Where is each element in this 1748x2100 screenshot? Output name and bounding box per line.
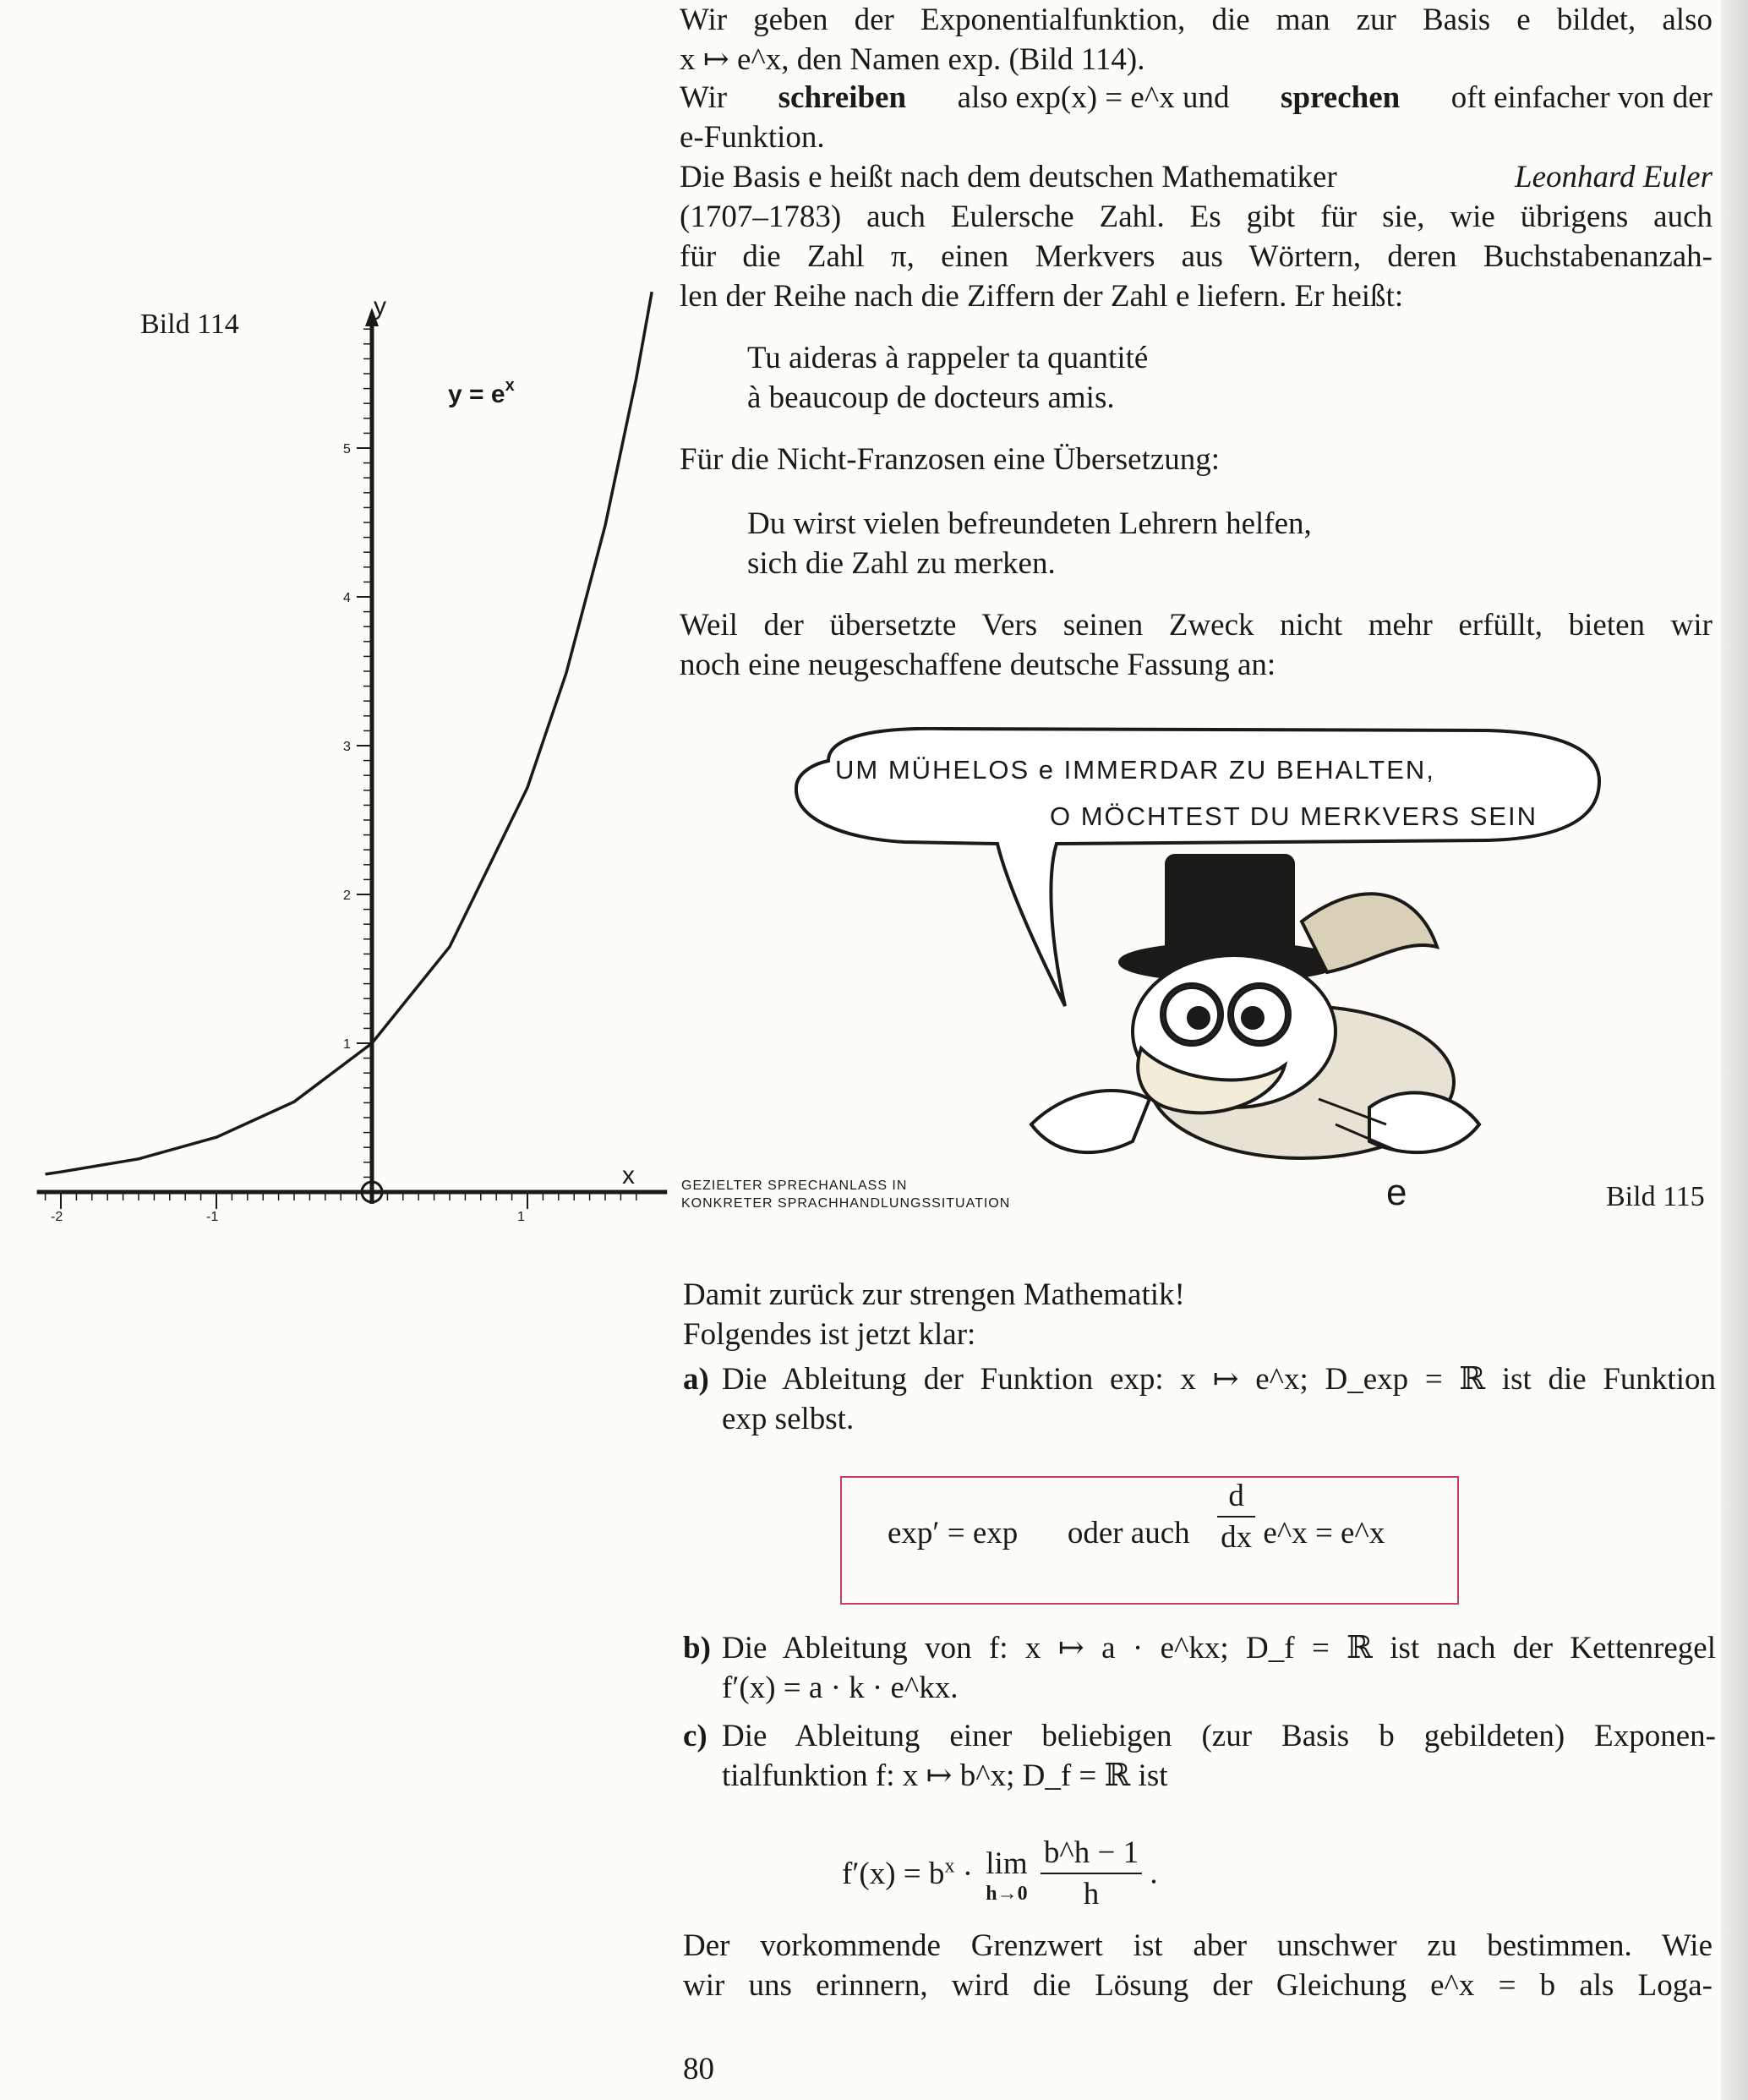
new-version-line2: noch eine neugeschaffene deutsche Fassung an:: [680, 648, 1276, 682]
figure-114-caption: Bild 114: [140, 309, 239, 340]
box-formula-right: e^x = e^x: [1263, 1516, 1385, 1550]
intro-p3-line2: (1707–1783) auch Eulersche Zahl. Es gibt für sie, wie übrigens auch: [680, 200, 1712, 234]
item-a: [683, 1359, 1716, 1439]
intro-p3-line1: Die Basis e heißt nach dem deutschen Mathematiker Leonhard Euler: [680, 160, 1712, 194]
item-b-line1: Die Ableitung von f: x ↦ a · e^kx; D_f = ℝ ist nach der Kettenregel: [722, 1631, 1716, 1665]
intro-p2-line1: Wir schreiben also exp(x) = e^x und sprechen oft einfacher von der: [680, 80, 1712, 115]
limit-fraction: [1041, 1833, 1142, 1914]
page-number: 80: [683, 2052, 714, 2086]
curve-label: $y = e^x$: [448, 376, 515, 408]
intro-p3-line3: für die Zahl π, einen Merkvers aus Wörtern, deren Buchstabenanzah-: [680, 239, 1712, 274]
closing-paragraph: [683, 1926, 1712, 2005]
exp-chart: [34, 287, 676, 1234]
math-intro-line1: Damit zurück zur strengen Mathematik!: [683, 1277, 1185, 1312]
cartoon-small-caption-line2: KONKRETER SPRACHHANDLUNGSSITUATION: [681, 1196, 1011, 1211]
box-formula: [888, 1478, 1385, 1557]
chart-axes: [37, 308, 668, 1204]
verse-de-line2: sich die Zahl zu merken.: [747, 546, 1056, 581]
y-tick-label: 5: [343, 442, 351, 457]
derivative-formula-box: [840, 1476, 1459, 1605]
axis-y-label: y: [374, 293, 386, 320]
y-tick-label: 3: [343, 740, 351, 754]
x-tick-label: -1: [206, 1210, 219, 1224]
closing-line2: wir uns erinnern, wird die Lösung der Gleichung e^x = b als Loga-: [683, 1968, 1712, 2003]
intro-paragraph-3: [680, 157, 1712, 316]
y-tick-label: 4: [343, 591, 351, 605]
limit-denominator: h: [1083, 1877, 1100, 1911]
speech-bubble-line1: UM MÜHELOS e IMMERDAR ZU BEHALTEN,: [835, 755, 1435, 785]
intro-p1-line2: x ↦ e^x, den Namen exp. (Bild 114).: [680, 42, 1145, 77]
item-b-label: b): [683, 1631, 711, 1665]
verse-fr-line2: à beaucoup de docteurs amis.: [747, 380, 1115, 415]
box-fraction-numerator: d: [1217, 1476, 1255, 1518]
box-fraction-denominator: dx: [1221, 1519, 1253, 1555]
new-version-line1: Weil der übersetzte Vers seinen Zweck nicht mehr erfüllt, bieten wir: [680, 608, 1712, 643]
intro-paragraph-1: [680, 0, 1712, 79]
item-c: [683, 1716, 1716, 1796]
cartoon-e-label: e: [1386, 1172, 1407, 1213]
closing-line1: Der vorkommende Grenzwert ist aber unschwer zu bestimmen. Wie: [683, 1928, 1712, 1963]
speech-bubble-line2: O MÖCHTEST DU MERKVERS SEIN: [1050, 801, 1538, 831]
cartoon-small-caption-line1: GEZIELTER SPRECHANLASS IN: [681, 1179, 908, 1193]
item-a-line2: exp selbst.: [722, 1402, 855, 1436]
chart-ticks: [46, 329, 636, 1224]
verse-french: [747, 338, 1148, 418]
duck-character-icon: [1031, 856, 1479, 1158]
math-intro: [683, 1275, 1185, 1354]
x-tick-label: 1: [517, 1210, 525, 1224]
y-tick-label: 1: [343, 1037, 351, 1052]
new-version-paragraph: [680, 605, 1712, 685]
limit-numerator: b^h − 1: [1041, 1833, 1142, 1874]
box-formula-mid: oder auch: [1067, 1516, 1190, 1550]
intro-p3-line4: len der Reihe nach die Ziffern der Zahl e liefern. Er heißt:: [680, 279, 1404, 314]
item-a-label: a): [683, 1362, 709, 1397]
intro-p2-line2: e-Funktion.: [680, 120, 825, 155]
limit-formula: $f'(x) = b^x$ · lim h→0 $\frac{b\^{}h - 1}{h}$ .: [842, 1833, 1158, 1914]
math-intro-line2: Folgendes ist jetzt klar:: [683, 1317, 976, 1352]
cartoon-small-caption: [681, 1177, 1010, 1212]
adjacent-page-edge: [1721, 0, 1748, 2100]
limit-formula-left: $f'(x) = b^x$ ·: [842, 1855, 974, 1891]
verse-german: [747, 504, 1312, 583]
item-c-line1: Die Ableitung einer beliebigen (zur Basis b gebildeten) Exponen-: [722, 1719, 1716, 1753]
intro-p1-line1: Wir geben der Exponentialfunktion, die man zur Basis e bildet, also: [680, 3, 1712, 37]
item-b-line2: f′(x) = a · k · e^kx.: [722, 1671, 959, 1705]
item-c-label: c): [683, 1719, 707, 1753]
intro-paragraph-2: [680, 78, 1712, 157]
verse-de-line1: Du wirst vielen befreundeten Lehrern helfen,: [747, 506, 1312, 541]
box-formula-fraction: [1217, 1476, 1255, 1557]
x-tick-label: -2: [51, 1210, 63, 1224]
limit-operator: lim h→0: [986, 1846, 1028, 1905]
translation-intro: Für die Nicht-Franzosen eine Übersetzung:: [680, 442, 1221, 477]
cartoon-figure: [778, 727, 1623, 1200]
item-a-line1: Die Ableitung der Funktion exp: x ↦ e^x; D_exp = ℝ ist die Funktion: [722, 1362, 1716, 1397]
item-b: [683, 1628, 1716, 1708]
box-formula-left: exp′ = exp: [888, 1516, 1019, 1550]
figure-115-caption: Bild 115: [1606, 1181, 1705, 1212]
item-c-line2: tialfunktion f: x ↦ b^x; D_f = ℝ ist: [722, 1758, 1168, 1793]
axis-x-label: x: [622, 1162, 635, 1189]
y-tick-label: 2: [343, 889, 351, 903]
verse-fr-line1: Tu aideras à rappeler ta quantité: [747, 341, 1149, 375]
